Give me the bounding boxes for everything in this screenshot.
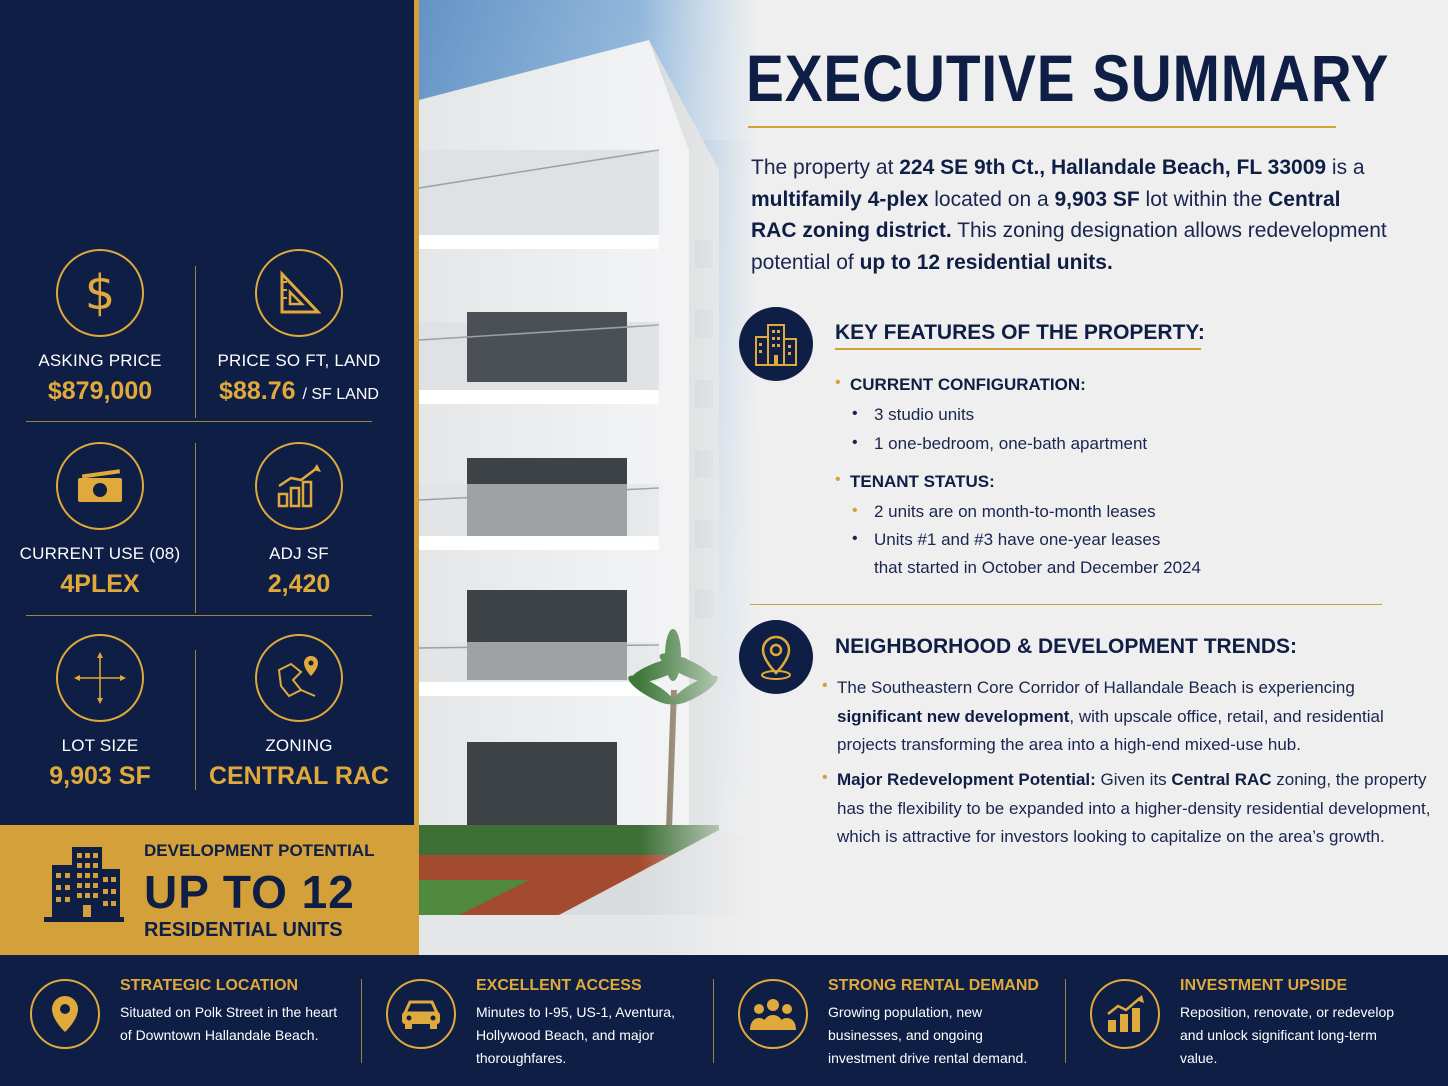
key-features-title: KEY FEATURES OF THE PROPERTY: xyxy=(835,321,1205,344)
highlights-bar xyxy=(0,955,1448,1086)
car-icon xyxy=(386,979,456,1049)
list-item: 3 studio units xyxy=(874,405,975,424)
stat-suffix: / SF LAND xyxy=(302,386,379,403)
stat-value: 2,420 xyxy=(267,570,331,598)
feature-strong-rental-demand xyxy=(708,955,1064,1086)
stat-value: $88.76 xyxy=(219,377,296,405)
svg-text:$: $ xyxy=(84,265,116,321)
cash-icon xyxy=(56,442,144,530)
feature-excellent-access xyxy=(356,955,712,1086)
feature-investment-upside xyxy=(1060,955,1448,1086)
feature-heading: INVESTMENT UPSIDE xyxy=(1180,977,1348,994)
config-heading: CURRENT CONFIGURATION: xyxy=(850,375,1086,394)
feature-body: Minutes to I-95, US-1, Aventura, Hollywood Beach, and major thoroughfares. xyxy=(476,1004,675,1066)
stat-lot-size xyxy=(5,634,195,791)
key-features-underline xyxy=(835,348,1201,350)
stat-zoning xyxy=(204,634,394,791)
list-item: Units #1 and #3 have one-year leases xyxy=(874,530,1161,549)
title-underline xyxy=(748,126,1336,128)
stat-price-per-sf xyxy=(204,249,394,406)
feature-heading: EXCELLENT ACCESS xyxy=(476,977,642,994)
development-label: DEVELOPMENT POTENTIAL xyxy=(144,841,375,860)
bar-growth-icon xyxy=(1090,979,1160,1049)
list-item: 1 one-bedroom, one-bath apartment xyxy=(874,434,1148,453)
stat-label: ADJ SF xyxy=(269,544,329,563)
list-item: that started in October and December 2024 xyxy=(874,558,1201,577)
feature-heading: STRATEGIC LOCATION xyxy=(120,977,299,994)
dollar-icon xyxy=(56,249,144,337)
page-title: EXECUTIVE SUMMARY xyxy=(746,41,1390,115)
stat-label: LOT SIZE xyxy=(61,736,139,755)
stat-label: CURRENT USE (08) xyxy=(19,544,181,563)
list-item: 2 units are on month-to-month leases xyxy=(874,502,1156,521)
map-pin-icon xyxy=(255,634,343,722)
growth-chart-icon xyxy=(255,442,343,530)
neighborhood-title: NEIGHBORHOOD & DEVELOPMENT TRENDS: xyxy=(835,635,1298,658)
location-pin-icon xyxy=(739,620,813,694)
left-stats-panel xyxy=(0,0,414,825)
feature-body: Growing population, new businesses, and ongoing investment drive rental demand. xyxy=(828,1004,1028,1066)
development-potential-box xyxy=(0,825,417,955)
development-headline: UP TO 12 xyxy=(144,866,355,918)
stat-label: PRICE SO FT, LAND xyxy=(217,351,381,370)
stat-value: CENTRAL RAC xyxy=(208,762,390,790)
intro-paragraph: The property at 224 SE 9th Ct., Hallandale Beach, FL 33009 is a multifamily 4-plex located on a 9,903 SF lot within the Central RAC zoning district. This zoning designation allows redevelopment potential of up to 12 residential units. xyxy=(751,156,1387,274)
feature-body: Reposition, renovate, or redevelop and unlock significant long-term value. xyxy=(1180,1004,1395,1066)
stat-value: 4PLEX xyxy=(60,570,140,598)
stat-value: 9,903 SF xyxy=(49,762,151,790)
neighborhood-bullet-1: The Southeastern Core Corridor of Hallandale Beach is experiencing significant new development, with upscale office, retail, and residential projects transforming the area into a high-end mixed-use hub. xyxy=(837,678,1384,754)
building-icon xyxy=(42,843,126,928)
stat-asking-price xyxy=(5,249,195,406)
buildings-icon xyxy=(739,307,813,381)
location-pin-icon xyxy=(30,979,100,1049)
section-divider xyxy=(750,604,1382,605)
feature-heading: STRONG RENTAL DEMAND xyxy=(828,977,1039,994)
crosshair-icon xyxy=(56,634,144,722)
stat-value: $879,000 xyxy=(47,377,153,405)
people-icon xyxy=(738,979,808,1049)
triangle-ruler-icon xyxy=(255,249,343,337)
stat-current-use xyxy=(5,442,195,599)
building-photo xyxy=(419,0,759,955)
stat-adj-sf xyxy=(204,442,394,599)
feature-strategic-location xyxy=(0,955,360,1086)
stat-label: ZONING xyxy=(265,736,333,755)
development-sub: RESIDENTIAL UNITS xyxy=(144,919,343,941)
feature-body: Situated on Polk Street in the heart of Downtown Hallandale Beach. xyxy=(120,1004,338,1043)
neighborhood-bullet-2: Major Redevelopment Potential: Given its Central RAC zoning, the property has the flexibility to be expanded into a higher-density residential development, which is attractive for investors looking to capitalize on the area’s growth. xyxy=(837,770,1431,846)
stat-label: ASKING PRICE xyxy=(38,351,162,370)
tenant-heading: TENANT STATUS: xyxy=(850,472,995,491)
